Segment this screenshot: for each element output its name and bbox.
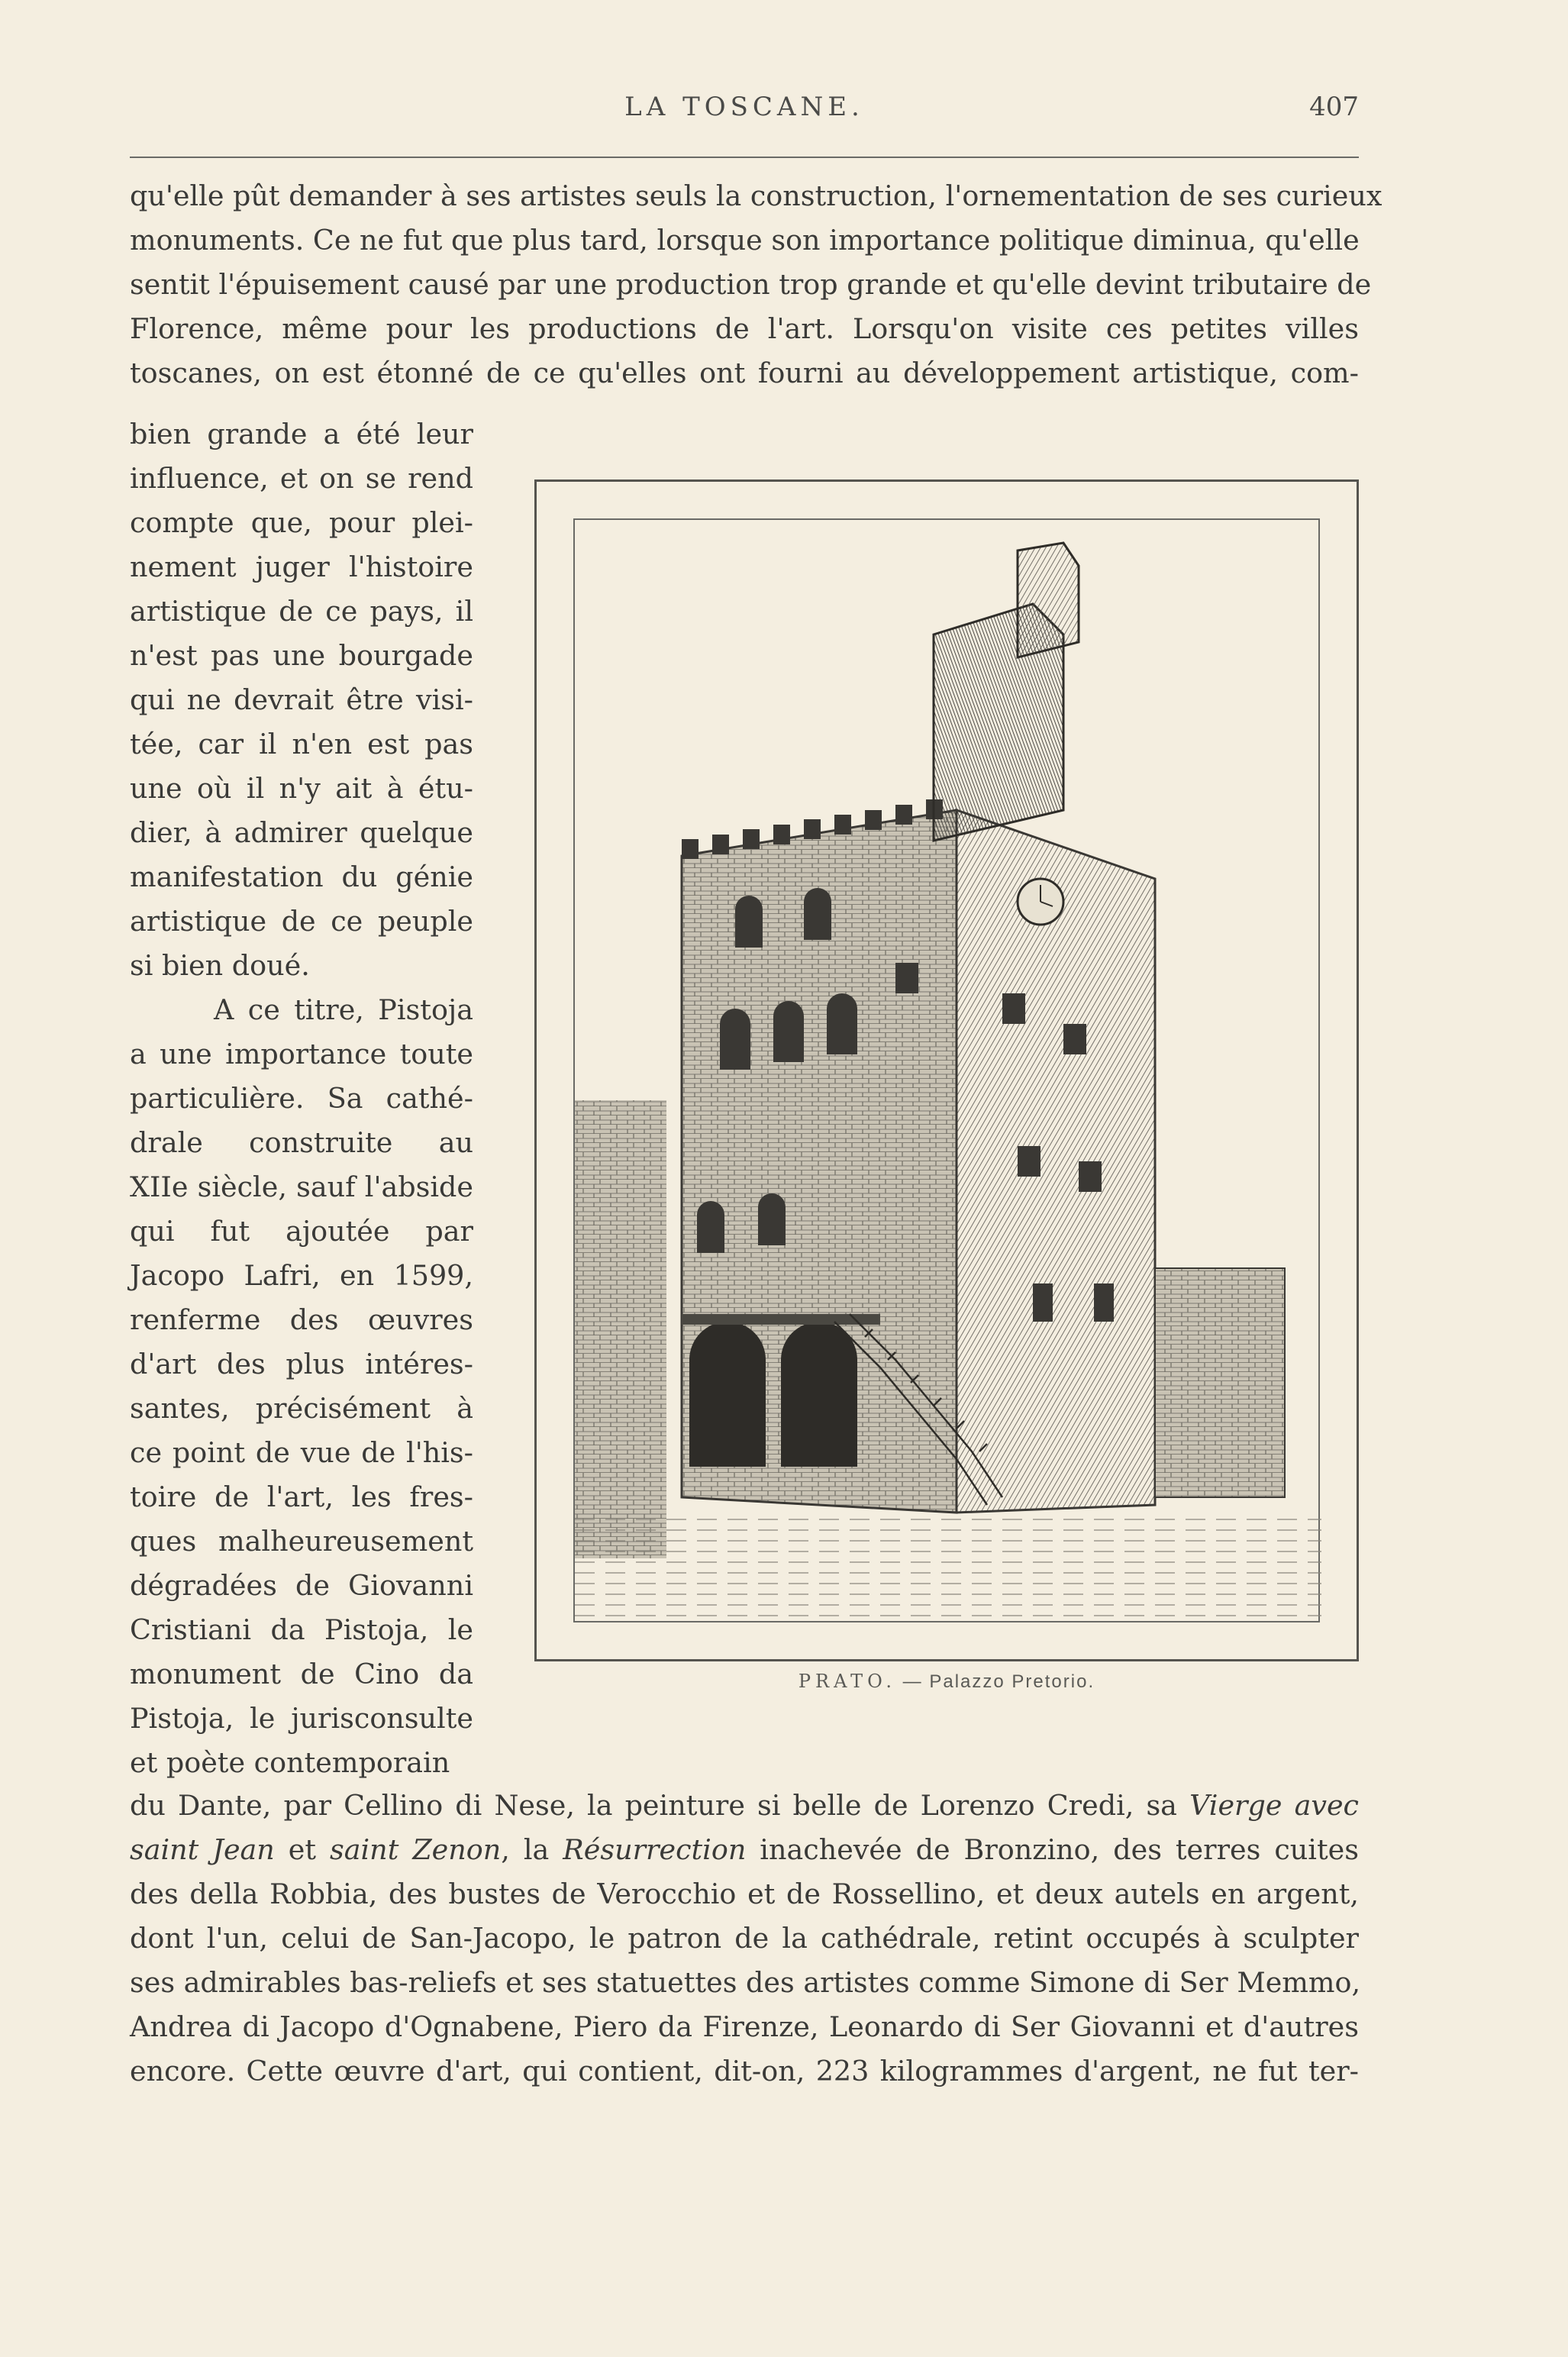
running-header [130,84,1359,130]
column-text-line: santes, précisément à [130,1392,473,1425]
text-run: encore. Cette œuvre d'art, qui contient, dit-on, 223 kilogrammes d'argent, ne fut ter- [130,2055,1359,2087]
column-text-line: Pistoja, le jurisconsulte [130,1702,473,1735]
caption-title: Palazzo Pretorio. [929,1671,1095,1692]
text-run: dont l'un, celui de San-Jacopo, le patron de la cathédrale, retint occupés à sculpter [130,1922,1359,1955]
italic-title-text: Résurrection [563,1833,747,1866]
figure-caption [534,1671,1359,1693]
column-text-line: n'est pas une bourgade [130,639,473,672]
column-text-line: artistique de ce pays, il [130,595,473,628]
italic-title-text: Vierge avec [1189,1789,1359,1822]
page-number: 407 [1309,92,1359,122]
column-text-line: ques malheureusement [130,1525,473,1558]
column-text-line: d'art des plus intéres- [130,1348,473,1380]
text-run: des della Robbia, des bustes de Verocchio et de Rossellino, et deux autels en argent, [130,1878,1359,1910]
column-text-line: compte que, pour plei- [130,506,473,539]
column-text-line: Cristiani da Pistoja, le [130,1613,473,1646]
text-run: Andrea di Jacopo d'Ognabene, Piero da Firenze, Leonardo di Ser Giovanni et d'autres [130,2010,1359,2043]
running-title: LA TOSCANE. [624,92,864,122]
column-text-line: artistique de ce peuple [130,905,473,938]
column-text-line: si bien doué. [130,949,310,982]
text-line [130,2049,1359,2094]
top-paragraph [130,174,1382,396]
caption-place: PRATO. [798,1671,897,1692]
column-text-line: toire de l'art, les fres- [130,1480,473,1513]
column-text-line: qui ne devrait être visi- [130,683,473,716]
text-line [130,1828,1359,1872]
text-run: ses admirables bas-reliefs et ses statuettes des artistes comme Simone di Ser Memmo, [130,1966,1361,1999]
column-text-line: A ce titre, Pistoja [214,993,473,1026]
text-line: sentit l'épuisement causé par une production trop grande et qu'elle devint tributaire de [130,268,1372,301]
column-text-line: qui fut ajoutée par [130,1215,473,1248]
piazza-ground [575,1513,1321,1624]
column-text-line: particulière. Sa cathé- [130,1082,473,1115]
text-line [130,1872,1359,1916]
text-line: monuments. Ce ne fut que plus tard, lorsque son importance politique diminua, qu'elle [130,224,1360,257]
text-line: Florence, même pour les productions de l'art. Lorsqu'on visite ces petites villes [130,312,1359,345]
caption-separator: — [896,1671,930,1692]
column-text-line: dier, à admirer quelque [130,816,473,849]
column-text-line: et poète contemporain [130,1746,450,1779]
column-text-line: manifestation du génie [130,860,473,893]
text-line [130,1916,1359,1961]
text-line [130,2005,1359,2049]
column-text-line: Jacopo Lafri, en 1599, [130,1259,473,1292]
italic-title-text: saint Zenon [330,1833,502,1866]
text-run: , la [501,1833,563,1866]
text-line: qu'elle pût demander à ses artistes seuls la construction, l'ornementation de ses curieux [130,179,1382,212]
column-text-line: influence, et on se rend [130,462,473,495]
header-rule [130,157,1359,158]
column-text-line: tée, car il n'en est pas [130,728,473,760]
illustration-frame [534,479,1359,1661]
column-text-line: une où il n'y ait à étu- [130,772,473,805]
wrapped-column-text [130,412,473,1785]
text-run: inachevée de Bronzino, des terres cuites [746,1833,1359,1866]
text-line [130,1961,1359,2005]
bottom-paragraph [130,1784,1359,2094]
column-text-line: bien grande a été leur [130,418,473,450]
palazzo-pretorio-engraving [575,520,1321,1624]
column-text-line: a une importance toute [130,1038,473,1070]
text-run: du Dante, par Cellino di Nese, la peinture si belle de Lorenzo Credi, sa [130,1789,1190,1822]
text-line [130,1784,1359,1828]
text-run: et [274,1833,331,1866]
right-building [1155,1268,1285,1497]
column-text-line: ce point de vue de l'his- [130,1436,473,1469]
column-text-line: dégradées de Giovanni [130,1569,473,1602]
column-text-line: renferme des œuvres [130,1303,473,1336]
tower-belfry [1018,543,1079,657]
illustration-inner-frame [573,518,1320,1622]
text-line: toscanes, on est étonné de ce qu'elles ont fourni au développement artistique, com- [130,357,1359,389]
column-text-line: drale construite au [130,1126,473,1159]
column-text-line: monument de Cino da [130,1658,473,1690]
italic-title-text: saint Jean [130,1833,275,1866]
column-text-line: XIIe siècle, sauf l'abside [130,1170,473,1203]
left-building [575,1100,666,1558]
column-text-line: nement juger l'histoire [130,551,473,583]
